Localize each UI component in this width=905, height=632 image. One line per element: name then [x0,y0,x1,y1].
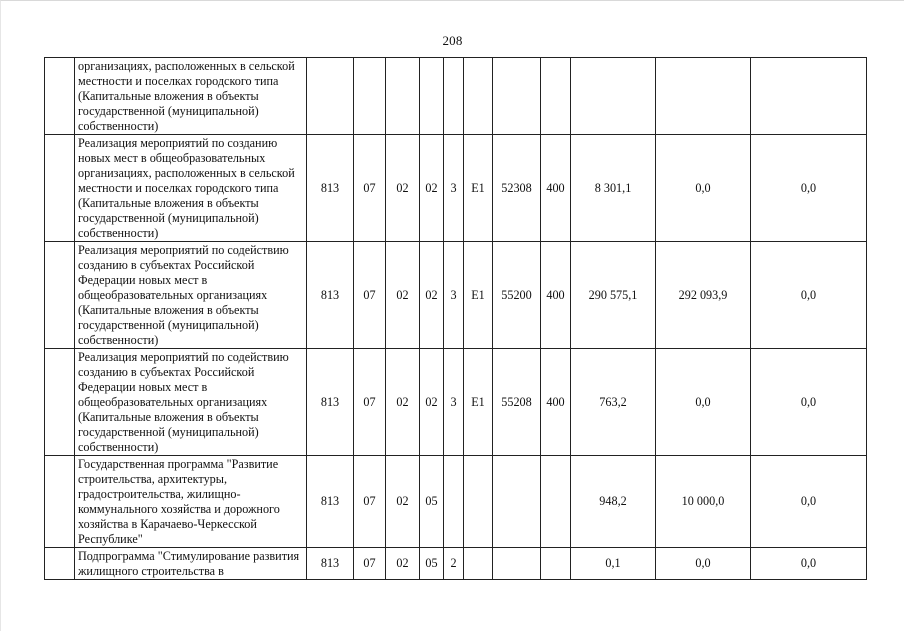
amount-year-3: 0,0 [751,242,867,349]
program-code: 05 [420,548,444,580]
amount-year-2: 292 093,9 [656,242,751,349]
item-name: Реализация мероприятий по созданию новых мест в общеобразовательных организациях, расположенных в сельской местности и поселках городского типа (Капитальные вложения в объекты государственной (муниципальной) собственности) [75,135,307,242]
section-code: 07 [354,349,386,456]
amount-year-3: 0,0 [751,456,867,548]
subprogram-code [444,456,464,548]
program-code [420,58,444,135]
page-number: 208 [442,33,463,48]
amount-year-2 [656,58,751,135]
ministry-code: 813 [307,456,354,548]
blank-cell [45,456,75,548]
table-row [45,548,867,580]
amount-year-2: 10 000,0 [656,456,751,548]
item-name: Государственная программа "Развитие строительства, архитектуры, градостроительства, жилищно-коммунального хозяйства и дорожного хозяйства в Карачаево-Черкесской Республике" [75,456,307,548]
amount-year-3: 0,0 [751,135,867,242]
amount-year-1 [571,58,656,135]
project-code [464,548,493,580]
subsection-code: 02 [386,548,420,580]
item-name: Реализация мероприятий по содействию созданию в субъектах Российской Федерации новых мест в общеобразовательных организациях (Капитальные вложения в объекты государственной (муниципальной) собственности) [75,349,307,456]
section-code: 07 [354,548,386,580]
blank-cell [45,349,75,456]
program-code: 02 [420,242,444,349]
direction-code [493,548,541,580]
amount-year-2: 0,0 [656,548,751,580]
table-row [45,242,867,349]
project-code [464,58,493,135]
blank-cell [45,548,75,580]
amount-year-1: 763,2 [571,349,656,456]
ministry-code: 813 [307,548,354,580]
amount-year-3 [751,58,867,135]
table-row [45,58,867,135]
ministry-code: 813 [307,349,354,456]
expense-type-code: 400 [541,242,571,349]
amount-year-2: 0,0 [656,349,751,456]
item-name: организациях, расположенных в сельской местности и поселках городского типа (Капитальные вложения в объекты государственной (муниципальной) собственности) [75,58,307,135]
direction-code [493,456,541,548]
section-code: 07 [354,242,386,349]
blank-cell [45,58,75,135]
subsection-code: 02 [386,135,420,242]
subsection-code: 02 [386,456,420,548]
subprogram-code [444,58,464,135]
ministry-code [307,58,354,135]
expense-type-code: 400 [541,349,571,456]
expense-type-code [541,456,571,548]
amount-year-1: 290 575,1 [571,242,656,349]
ministry-code: 813 [307,135,354,242]
ministry-code: 813 [307,242,354,349]
direction-code: 55200 [493,242,541,349]
expense-type-code [541,548,571,580]
budget-table [44,57,867,580]
program-code: 02 [420,135,444,242]
blank-cell [45,135,75,242]
subsection-code [386,58,420,135]
amount-year-3: 0,0 [751,349,867,456]
project-code: E1 [464,349,493,456]
program-code: 02 [420,349,444,456]
program-code: 05 [420,456,444,548]
amount-year-2: 0,0 [656,135,751,242]
subprogram-code: 3 [444,242,464,349]
amount-year-1: 0,1 [571,548,656,580]
project-code: E1 [464,135,493,242]
direction-code [493,58,541,135]
blank-cell [45,242,75,349]
amount-year-1: 8 301,1 [571,135,656,242]
expense-type-code [541,58,571,135]
subprogram-code: 3 [444,135,464,242]
subsection-code: 02 [386,242,420,349]
subsection-code: 02 [386,349,420,456]
project-code: E1 [464,242,493,349]
item-name: Реализация мероприятий по содействию созданию в субъектах Российской Федерации новых мест в общеобразовательных организациях (Капитальные вложения в объекты государственной (муниципальной) собственности) [75,242,307,349]
direction-code: 52308 [493,135,541,242]
subprogram-code: 2 [444,548,464,580]
table-row [45,349,867,456]
direction-code: 55208 [493,349,541,456]
table-row [45,456,867,548]
item-name: Подпрограмма "Стимулирование развития жилищного строительства в [75,548,307,580]
amount-year-3: 0,0 [751,548,867,580]
expense-type-code: 400 [541,135,571,242]
section-code [354,58,386,135]
subprogram-code: 3 [444,349,464,456]
project-code [464,456,493,548]
section-code: 07 [354,135,386,242]
amount-year-1: 948,2 [571,456,656,548]
section-code: 07 [354,456,386,548]
table-row [45,135,867,242]
